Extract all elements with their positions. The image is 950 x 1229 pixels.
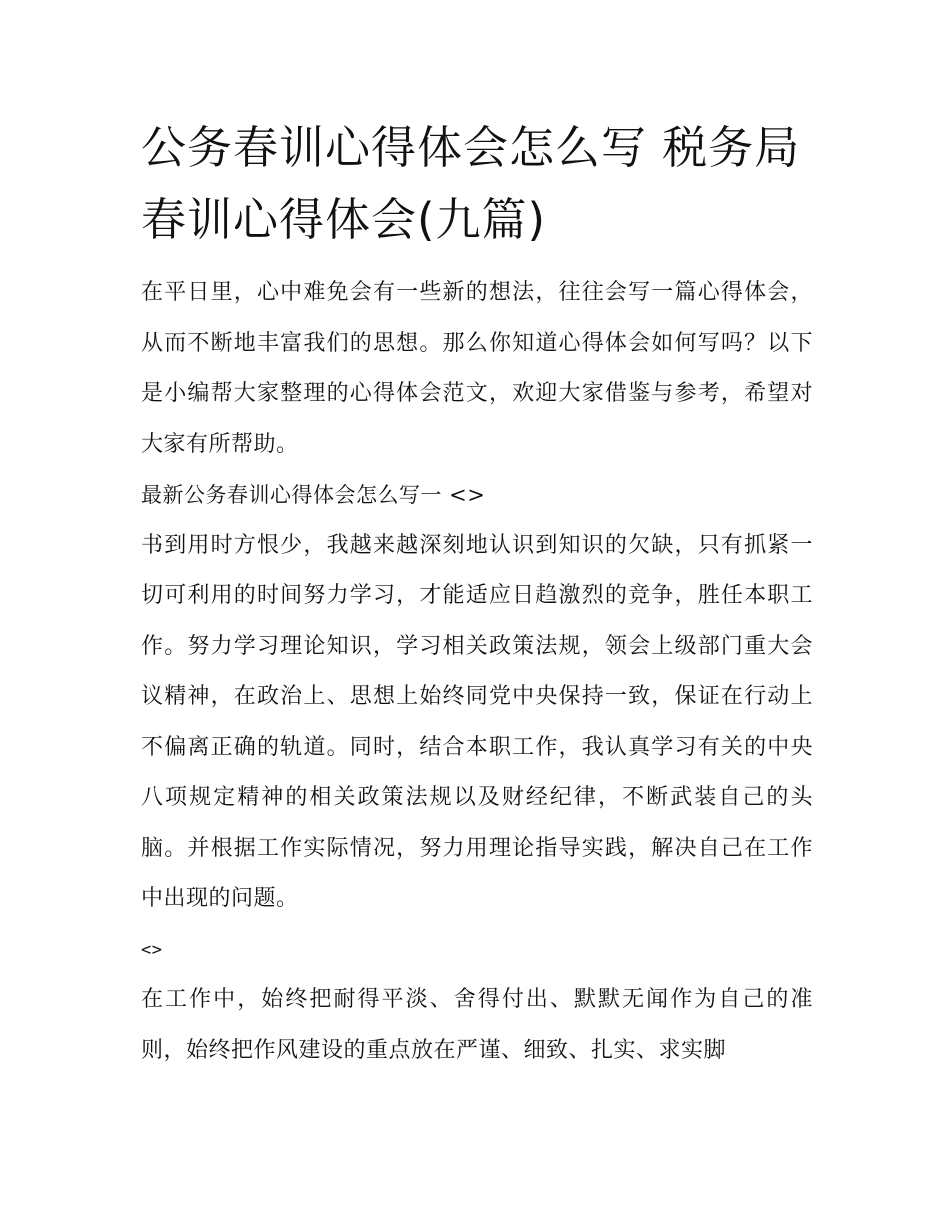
- body-paragraph-2: 在工作中，始终把耐得平淡、舍得付出、默默无闻作为自己的准则，始终把作风建设的重点放在严谨、细致、扎实、求实脚: [141, 987, 813, 1063]
- section-heading: 最新公务春训心得体会怎么写一 <>: [141, 483, 486, 507]
- section-marker: <>: [141, 939, 163, 960]
- body-paragraph-1: 书到用时方恨少，我越来越深刻地认识到知识的欠缺，只有抓紧一切可利用的时间努力学习，才能适应日趋激烈的竞争，胜任本职工作。努力学习理论知识，学习相关政策法规，领会上级部门重大会议精神，在政治上、思想上始终同党中央保持一致，保证在行动上不偏离正确的轨道。同时，结合本职工作，我认真学习有关的中央八项规定精神的相关政策法规以及财经纪律，不断武装自己的头脑。并根据工作实际情况，努力用理论指导实践，解决自己在工作中出现的问题。: [141, 532, 813, 911]
- document-content: [141, 112, 813, 1076]
- intro-paragraph: 在平日里，心中难免会有一些新的想法，往往会写一篇心得体会，从而不断地丰富我们的思想。那么你知道心得体会如何写吗？以下是小编帮大家整理的心得体会范文，欢迎大家借鉴与参考，希望对大家有所帮助。: [141, 280, 813, 457]
- document-title: 公务春训心得体会怎么写 税务局春训心得体会(九篇): [141, 121, 801, 246]
